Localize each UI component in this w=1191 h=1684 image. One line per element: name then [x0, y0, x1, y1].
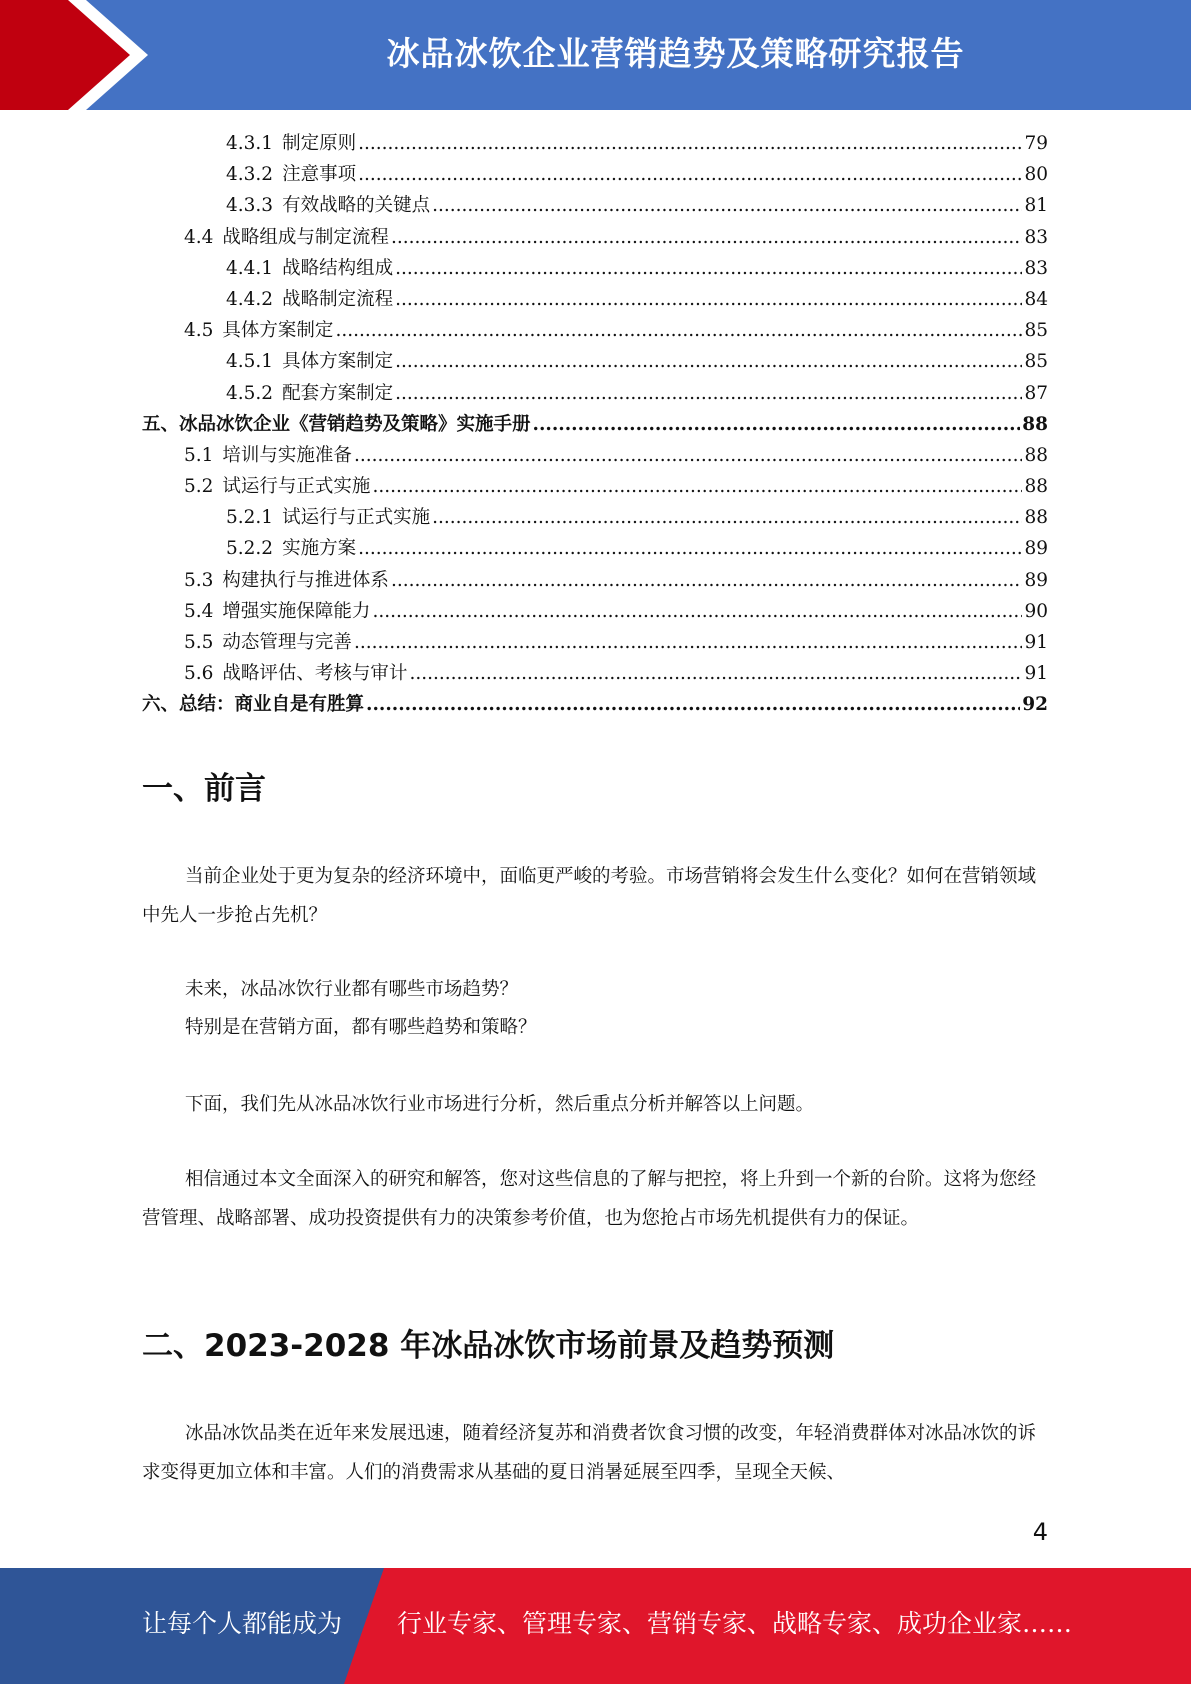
toc-entry-number: 5.6: [184, 663, 214, 685]
page-number: 4: [1032, 1518, 1048, 1546]
preface-paragraph-1: 当前企业处于更为复杂的经济环境中，面临更严峻的考验。市场营销将会发生什么变化？如何在营销领域中先人一步抢占先机？: [142, 866, 1037, 926]
toc-entry-title: 总结：商业自是有胜算: [179, 694, 365, 716]
toc-entry-number: 5.4: [184, 600, 214, 622]
toc-entry-number: 4.3.2: [226, 164, 274, 186]
toc-entry-page: 89: [1024, 538, 1048, 560]
toc-entry-title: 战略结构组成: [282, 257, 394, 279]
toc-entry-number: 五、: [142, 413, 180, 435]
toc-leader-dots: [395, 346, 1022, 377]
report-title: 冰品冰饮企业营销趋势及策略研究报告: [386, 34, 965, 73]
toc-entry-page: 87: [1024, 382, 1048, 404]
toc-entry-number: 5.2.1: [226, 507, 274, 529]
toc-entry[interactable]: [142, 128, 1048, 159]
toc-entry[interactable]: [142, 533, 1048, 564]
toc-entry-number: 5.1: [184, 444, 214, 466]
toc-entry-number: 5.2: [184, 476, 214, 498]
toc-entry[interactable]: [142, 190, 1048, 221]
toc-entry-title: 具体方案制定: [282, 351, 394, 373]
toc-leader-dots: [372, 471, 1022, 502]
toc-entry[interactable]: [142, 253, 1048, 284]
toc-entry-title: 战略评估、考核与审计: [222, 663, 408, 685]
toc-entry-number: 4.3.3: [226, 195, 274, 217]
toc-entry-page: 88: [1024, 476, 1048, 498]
toc-entry-title: 构建执行与推进体系: [222, 569, 389, 591]
toc-leader-dots: [354, 627, 1023, 658]
toc-entry[interactable]: [142, 346, 1048, 377]
toc-entry-number: 4.3.1: [226, 133, 274, 154]
toc-entry-page: 81: [1024, 195, 1048, 217]
toc-entry-title: 冰品冰饮企业《营销趋势及策略》实施手册: [179, 413, 531, 435]
toc-leader-dots: [372, 596, 1022, 627]
toc-entry-title: 培训与实施准备: [222, 444, 352, 466]
toc-entry[interactable]: [142, 689, 1048, 720]
toc-entry[interactable]: [142, 627, 1048, 658]
toc-leader-dots: [366, 689, 1020, 720]
toc-entry-page: 89: [1024, 569, 1048, 591]
toc-entry-title: 增强实施保障能力: [222, 600, 371, 622]
page-footer: [0, 1568, 1191, 1684]
toc-leader-dots: [432, 502, 1022, 533]
toc-entry-page: 80: [1024, 164, 1048, 186]
toc-entry-number: 4.5.1: [226, 351, 274, 373]
table-of-contents: [142, 128, 1048, 721]
toc-leader-dots: [358, 159, 1022, 190]
toc-entry-title: 实施方案: [282, 538, 357, 560]
preface-paragraph-3: 下面，我们先从冰品冰饮行业市场进行分析，然后重点分析并解答以上问题。: [185, 1094, 815, 1115]
footer-slogan-left: 让每个人都能成为: [142, 1609, 343, 1638]
toc-entry-page: 85: [1024, 320, 1048, 342]
toc-entry-title: 有效战略的关键点: [282, 195, 431, 217]
toc-entry-page: 83: [1024, 257, 1048, 279]
toc-entry-number: 4.4: [184, 226, 214, 248]
toc-leader-dots: [335, 315, 1022, 346]
toc-entry[interactable]: [142, 378, 1048, 409]
toc-entry-page: 92: [1022, 694, 1048, 716]
toc-entry[interactable]: [142, 222, 1048, 253]
toc-entry-number: 5.3: [184, 569, 214, 591]
toc-entry[interactable]: [142, 409, 1048, 440]
toc-leader-dots: [358, 533, 1022, 564]
toc-entry-number: 4.4.2: [226, 288, 274, 310]
toc-entry-page: 88: [1024, 507, 1048, 529]
toc-entry[interactable]: [142, 159, 1048, 190]
toc-entry-number: 4.4.1: [226, 257, 274, 279]
toc-entry-page: 91: [1024, 663, 1048, 685]
section-heading-market-outlook: 二、2023-2028 年冰品冰饮市场前景及趋势预测: [142, 1328, 835, 1364]
toc-leader-dots: [409, 658, 1022, 689]
toc-entry[interactable]: [142, 315, 1048, 346]
page-header: [0, 0, 1191, 110]
toc-entry-page: 88: [1022, 413, 1048, 435]
toc-entry[interactable]: [142, 284, 1048, 315]
toc-leader-dots: [432, 190, 1022, 221]
toc-entry[interactable]: [142, 565, 1048, 596]
toc-entry-number: 5.5: [184, 632, 214, 653]
toc-leader-dots: [395, 253, 1022, 284]
toc-entry-number: 4.5: [184, 320, 214, 342]
toc-entry[interactable]: [142, 471, 1048, 502]
toc-leader-dots: [395, 378, 1022, 409]
toc-entry-title: 战略组成与制定流程: [222, 226, 389, 248]
toc-entry-page: 84: [1024, 288, 1048, 310]
toc-entry-number: 5.2.2: [226, 538, 274, 560]
toc-leader-dots: [391, 565, 1023, 596]
toc-entry-title: 注意事项: [282, 164, 357, 186]
market-outlook-paragraph: 冰品冰饮品类在近年来发展迅速，随着经济复苏和消费者饮食习惯的改变，年轻消费群体对冰品冰饮的诉求变得更加立体和丰富。人们的消费需求从基础的夏日消暑延展至四季，呈现全天候、: [142, 1423, 1037, 1483]
toc-entry[interactable]: [142, 658, 1048, 689]
toc-entry-title: 动态管理与完善: [222, 632, 352, 653]
preface-paragraph-4: 相信通过本文全面深入的研究和解答，您对这些信息的了解与把控，将上升到一个新的台阶。这将为您经营管理、战略部署、成功投资提供有力的决策参考价值，也为您抢占市场先机提供有力的保证。: [142, 1169, 1037, 1229]
toc-entry-title: 制定原则: [282, 133, 357, 154]
toc-entry-number: 六、: [142, 694, 180, 716]
toc-entry-page: 88: [1024, 444, 1048, 466]
toc-entry-title: 试运行与正式实施: [282, 507, 431, 529]
toc-entry-page: 91: [1024, 632, 1048, 653]
section-heading-preface: 一、前言: [142, 771, 266, 807]
toc-entry-title: 具体方案制定: [222, 320, 334, 342]
toc-entry-title: 战略制定流程: [282, 288, 394, 310]
toc-leader-dots: [354, 440, 1023, 471]
toc-leader-dots: [391, 222, 1023, 253]
toc-entry-number: 4.5.2: [226, 382, 274, 404]
toc-entry-page: 90: [1024, 600, 1048, 622]
preface-question-2: 特别是在营销方面，都有哪些趋势和策略？: [185, 1017, 537, 1038]
toc-entry[interactable]: [142, 502, 1048, 533]
preface-question-1: 未来，冰品冰饮行业都有哪些市场趋势？: [185, 979, 519, 1000]
toc-entry-title: 试运行与正式实施: [222, 476, 371, 498]
toc-leader-dots: [533, 409, 1021, 440]
toc-leader-dots: [358, 128, 1022, 159]
toc-entry-page: 79: [1024, 133, 1048, 154]
toc-entry-page: 85: [1024, 351, 1048, 373]
footer-slogan-right: 行业专家、管理专家、营销专家、战略专家、成功企业家……: [397, 1609, 1073, 1638]
toc-entry-page: 83: [1024, 226, 1048, 248]
toc-entry-title: 配套方案制定: [282, 382, 394, 404]
toc-leader-dots: [395, 284, 1022, 315]
toc-entry[interactable]: [142, 596, 1048, 627]
toc-entry[interactable]: [142, 440, 1048, 471]
